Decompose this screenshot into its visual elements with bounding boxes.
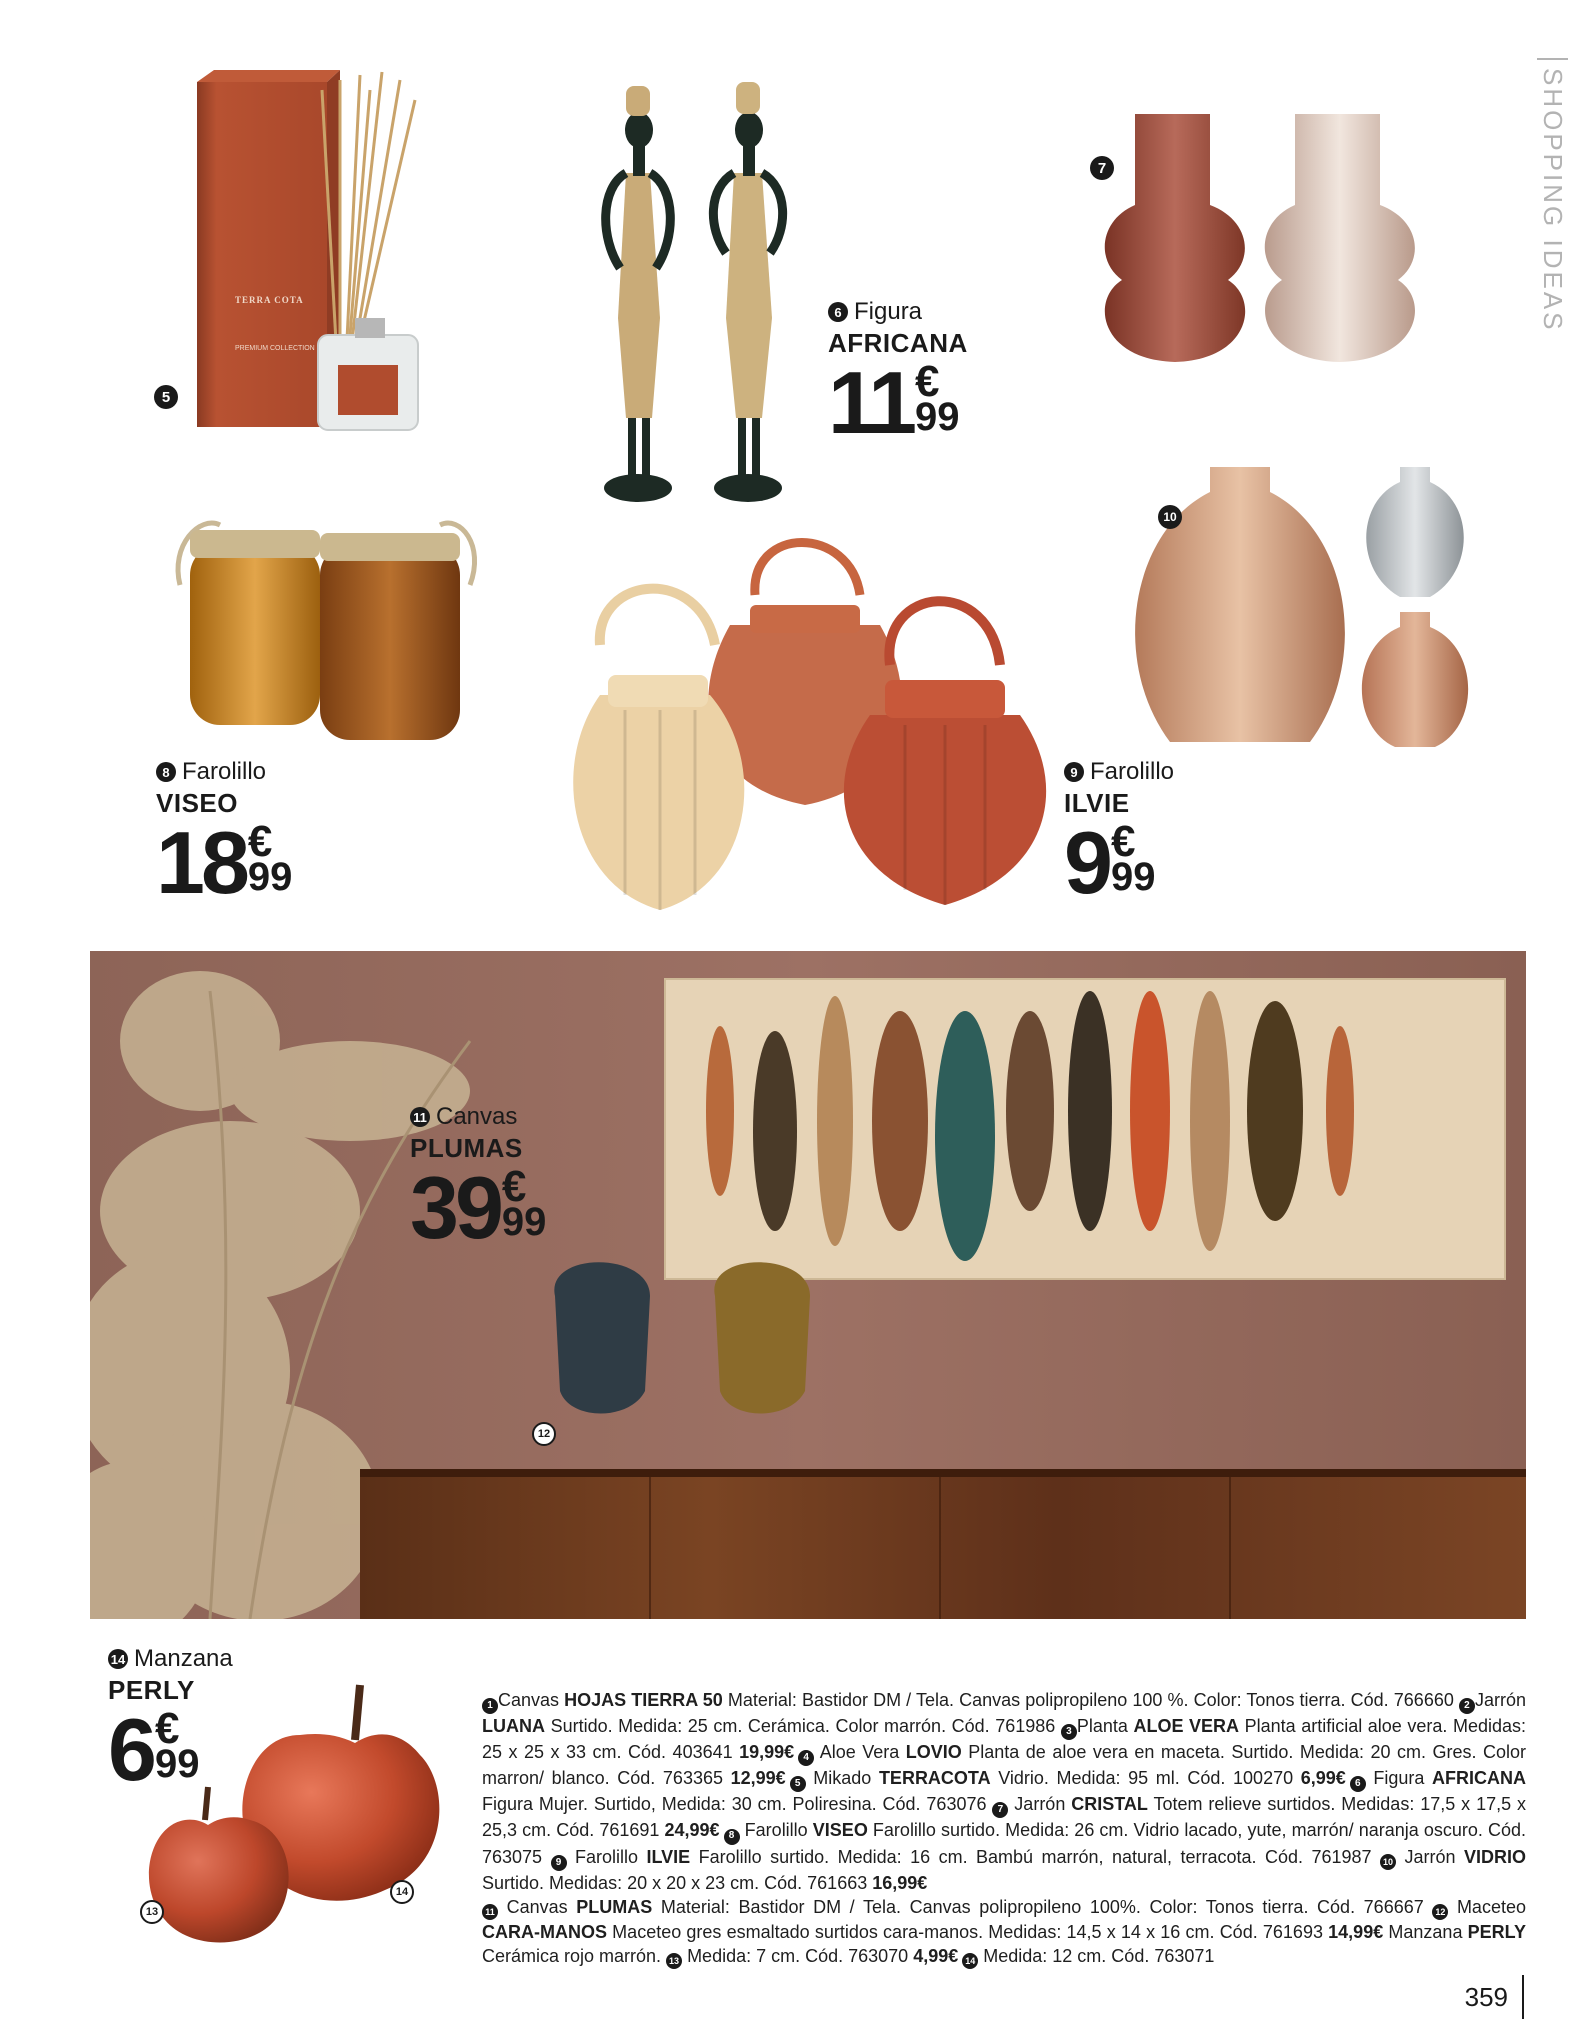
section-side-title: SHOPPING IDEAS <box>1537 58 1568 333</box>
desc-text: Planta <box>1076 1716 1134 1737</box>
price-integer: 9 <box>1064 813 1109 912</box>
desc-text: Farolillo <box>739 1820 813 1841</box>
desc-text: Planta artificial aloe vera. Medidas: 25 x 25 x 33 cm. Cód. 403641 <box>482 1716 1526 1763</box>
product-type: Canvas <box>436 1103 518 1130</box>
desc-number: 12 <box>1432 1904 1448 1920</box>
product-price <box>410 1158 547 1257</box>
desc-text: Planta de aloe vera en maceta. Surtido. Medida: 20 cm. Gres. Color marron/ blanco. Cód. 763365 <box>482 1742 1526 1789</box>
desc-text: Farolillo surtido. Medida: 26 cm. Vidrio lacado, yute, marrón/ naranja oscuro. Cód. 763075 <box>482 1820 1526 1867</box>
room-scene <box>90 951 1526 1619</box>
desc-price: 4,99€ <box>913 1946 959 1967</box>
desc-text: Aloe Vera <box>814 1742 906 1763</box>
desc-number: 14 <box>962 1953 978 1969</box>
desc-text: Mikado <box>805 1768 879 1789</box>
desc-number: 2 <box>1459 1698 1475 1714</box>
diffuser-image <box>190 60 430 435</box>
viseo-lanterns-image <box>170 505 490 745</box>
desc-price: 24,99€ <box>664 1820 720 1841</box>
price-currency: € <box>1110 817 1136 866</box>
desc-product-name: TERRACOTA <box>878 1768 991 1789</box>
product-price <box>828 353 968 452</box>
product-label-viseo <box>156 758 293 912</box>
desc-price: 6,99€ <box>1300 1768 1346 1789</box>
price-currency: € <box>154 1704 180 1753</box>
desc-product-name: VIDRIO <box>1463 1846 1526 1867</box>
desc-number: 8 <box>724 1829 740 1845</box>
desc-text: Cerámica rojo marrón. <box>482 1946 667 1967</box>
product-descriptions <box>482 1688 1526 1969</box>
desc-number: 13 <box>666 1953 682 1969</box>
product-label-ilvie <box>1064 758 1175 912</box>
desc-text: Medida: 7 cm. Cód. 763070 <box>682 1946 914 1967</box>
diffuser-box-collection: PREMIUM COLLECTION <box>235 345 315 352</box>
product-name: ILVIE <box>1064 788 1130 818</box>
product-name: VISEO <box>156 788 238 818</box>
item-badge-12: 12 <box>532 1422 556 1446</box>
price-integer: 18 <box>156 813 246 912</box>
price-integer: 39 <box>410 1158 500 1257</box>
african-figures-image <box>590 78 830 508</box>
product-number-badge: 8 <box>156 762 176 782</box>
price-cents: 99 <box>915 395 960 440</box>
item-badge-5: 5 <box>154 385 178 409</box>
product-number-badge: 11 <box>410 1107 430 1127</box>
desc-product-name: PERLY <box>1467 1921 1526 1942</box>
desc-price: 16,99€ <box>872 1872 928 1893</box>
desc-text: Figura Mujer. Surtido, Medida: 30 cm. Poliresina. Cód. 763076 <box>482 1794 993 1815</box>
desc-text: Material: Bastidor DM / Tela. Canvas polipropileno 100%. Color: Tonos tierra. Cód. 766667 <box>652 1896 1433 1917</box>
desc-price: 14,99€ <box>1328 1921 1384 1942</box>
desc-text: Surtido. Medida: 25 cm. Cerámica. Color marrón. Cód. 761986 <box>545 1716 1061 1737</box>
desc-text: Figura <box>1365 1768 1433 1789</box>
desc-price: 12,99€ <box>730 1768 786 1789</box>
desc-product-name: LUANA <box>482 1716 545 1737</box>
ilvie-lanterns-image <box>570 525 1050 920</box>
ceramic-apples-image <box>140 1675 450 1955</box>
desc-product-name: AFRICANA <box>1432 1768 1527 1789</box>
desc-product-name: VISEO <box>812 1820 868 1841</box>
price-cents: 99 <box>501 1200 547 1245</box>
item-badge-13: 13 <box>140 1900 164 1924</box>
price-integer: 6 <box>108 1700 153 1799</box>
desc-text: Vidrio. Medida: 95 ml. Cód. 100270 <box>990 1768 1301 1789</box>
desc-text: Medida: 12 cm. Cód. 763071 <box>978 1946 1215 1967</box>
desc-text: Farolillo surtido. Medida: 16 cm. Bambú marrón, natural, terracota. Cód. 761987 <box>690 1846 1381 1867</box>
desc-product-name: LOVIO <box>905 1742 962 1763</box>
product-price <box>156 813 293 912</box>
product-name: PLUMAS <box>410 1133 523 1163</box>
desc-number: 9 <box>551 1855 567 1871</box>
desc-product-name: CRISTAL <box>1071 1794 1148 1815</box>
item-badge-7: 7 <box>1090 156 1114 180</box>
desc-text: Canvas <box>498 1690 565 1710</box>
product-type: Farolillo <box>1090 758 1175 785</box>
price-currency: € <box>247 817 273 866</box>
product-label-canvas <box>410 1103 547 1257</box>
desc-text: Material: Bastidor DM / Tela. Canvas polipropileno 100 %. Color: Tonos tierra. Cód. 766660 <box>722 1690 1459 1710</box>
desc-product-name: PLUMAS <box>576 1896 653 1917</box>
desc-number: 3 <box>1061 1724 1077 1740</box>
product-label-figura <box>828 298 968 452</box>
product-type: Manzana <box>134 1645 233 1672</box>
item-badge-14: 14 <box>390 1880 414 1904</box>
feathers-artwork <box>690 991 1490 1271</box>
glass-vases-image <box>1090 110 1430 370</box>
desc-text: Jarrón <box>1474 1690 1526 1710</box>
product-price <box>1064 813 1174 912</box>
desc-number: 11 <box>482 1904 498 1920</box>
desc-text: Canvas <box>498 1896 577 1917</box>
diffuser-box-brand: TERRA COTA <box>235 295 304 305</box>
product-name: PERLY <box>108 1675 195 1705</box>
desc-text: Farolillo <box>566 1846 647 1867</box>
product-type: Farolillo <box>182 758 267 785</box>
product-name: AFRICANA <box>828 328 968 358</box>
product-number-badge: 6 <box>828 302 848 322</box>
desc-text: Jarrón <box>1396 1846 1464 1867</box>
desc-product-name: HOJAS TIERRA 50 <box>564 1690 723 1710</box>
desc-text: Maceteo gres esmaltado surtidos cara-manos. Medidas: 14,5 x 14 x 16 cm. Cód. 761693 <box>607 1921 1329 1942</box>
product-number-badge: 14 <box>108 1649 128 1669</box>
desc-product-name: CARA-MANOS <box>482 1921 607 1942</box>
product-type: Figura <box>854 298 923 325</box>
desc-text: Totem relieve surtidos. Medidas: 17,5 x 17,5 x 25,3 cm. Cód. 761691 <box>482 1794 1527 1841</box>
desc-number: 7 <box>992 1802 1008 1818</box>
desc-text: Surtido. Medidas: 20 x 20 x 23 cm. Cód. 761663 <box>482 1872 873 1893</box>
page-number: 359 <box>1465 1975 1524 2019</box>
price-integer: 11 <box>828 353 914 452</box>
desc-price: 19,99€ <box>739 1742 795 1763</box>
desc-text: Manzana <box>1383 1921 1468 1942</box>
product-number-badge: 9 <box>1064 762 1084 782</box>
desc-product-name: ILVIE <box>646 1846 691 1867</box>
desc-number: 6 <box>1350 1776 1366 1792</box>
desc-product-name: ALOE VERA <box>1133 1716 1240 1737</box>
desc-text: Jarrón <box>1008 1794 1072 1815</box>
desc-number: 1 <box>482 1698 498 1714</box>
price-currency: € <box>501 1162 527 1211</box>
price-cents: 99 <box>154 1742 200 1787</box>
price-currency: € <box>915 357 940 406</box>
price-cents: 99 <box>247 855 293 900</box>
ribbed-glass-vases-image <box>1130 462 1470 752</box>
desc-number: 10 <box>1380 1854 1396 1870</box>
price-cents: 99 <box>1110 855 1156 900</box>
desc-text: Maceteo <box>1448 1896 1526 1917</box>
desc-number: 5 <box>790 1776 806 1792</box>
desc-number: 4 <box>798 1750 814 1766</box>
item-badge-10: 10 <box>1158 505 1182 529</box>
